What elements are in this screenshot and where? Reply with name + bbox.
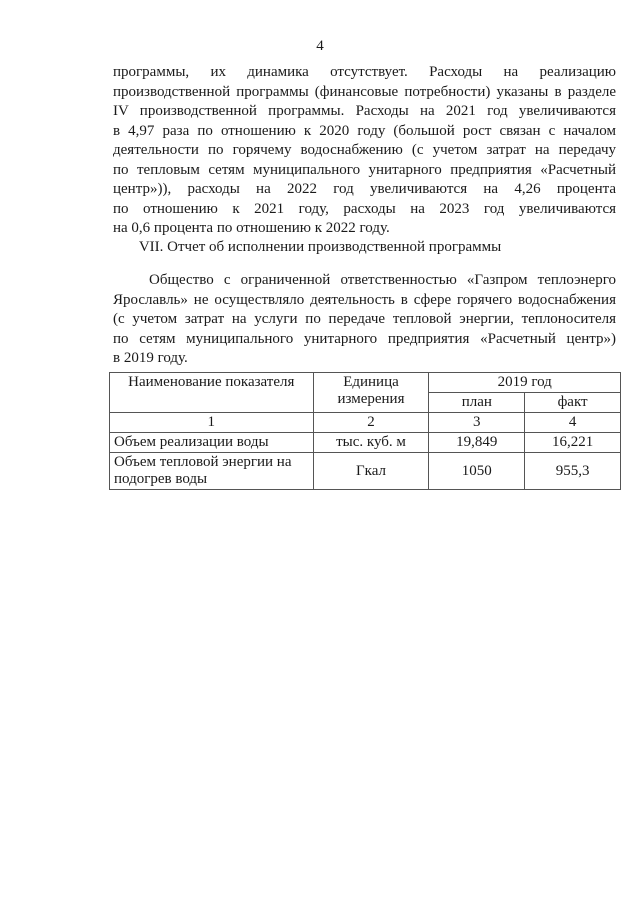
- text-line: программы, их динамика отсутствует. Расходы на реализацию: [113, 64, 616, 80]
- text-line: (с учетом затрат на услуги по передаче тепловой энергии, теплоносителя: [113, 311, 616, 327]
- col-number: 1: [110, 413, 314, 433]
- header-indicator: Наименование показателя: [110, 373, 314, 413]
- header-year: 2019 год: [429, 373, 621, 393]
- table-row: [110, 433, 621, 453]
- header-unit: Единица измерения: [313, 373, 429, 413]
- report-table: [109, 372, 621, 490]
- table-row: [110, 453, 621, 490]
- header-plan: план: [429, 393, 525, 413]
- text-line: производственной программы (финансовые потребности) указаны в разделе: [113, 83, 616, 100]
- col-number: 2: [313, 413, 429, 433]
- page-number: 4: [316, 38, 324, 54]
- paragraph-expenses: [113, 63, 616, 239]
- text-line: на 0,6 процента по отношению к 2022 году.: [113, 220, 390, 236]
- col-number: 3: [429, 413, 525, 433]
- section-heading: VII. Отчет об исполнении производственной программы: [138, 239, 502, 255]
- text-line: IV производственной программы. Расходы на 2021 год увеличиваются: [113, 103, 616, 119]
- table-header-row: [110, 373, 621, 393]
- text-line: по отношению к 2021 году, расходы на 2023 год увеличиваются: [113, 200, 616, 217]
- text-line: Общество с ограниченной ответственностью «Газпром теплоэнерго: [149, 272, 616, 288]
- text-line: деятельности по горячему водоснабжению (с учетом затрат на передачу: [113, 142, 616, 158]
- text-line: в 4,97 раза по отношению к 2020 году (большой рост связан с началом: [113, 122, 616, 139]
- row-indicator: Объем реализации воды: [110, 433, 314, 453]
- text-line: по тепловым сетям муниципального унитарного предприятия «Расчетный: [113, 161, 616, 178]
- row-fact: 955,3: [525, 453, 621, 490]
- text-line: Ярославль» не осуществляло деятельность в сфере горячего водоснабжения: [113, 291, 616, 308]
- row-unit: тыс. куб. м: [313, 433, 429, 453]
- row-unit: Гкал: [313, 453, 429, 490]
- paragraph-report: [113, 271, 616, 369]
- row-plan: 19,849: [429, 433, 525, 453]
- text-line: центр»)), расходы на 2022 год увеличиваются на 4,26 процента: [113, 181, 616, 197]
- row-plan: 1050: [429, 453, 525, 490]
- row-indicator: Объем тепловой энергии на подогрев воды: [110, 453, 314, 490]
- col-number: 4: [525, 413, 621, 433]
- table-column-numbers-row: [110, 413, 621, 433]
- text-line: в 2019 году.: [113, 350, 188, 366]
- header-fact: факт: [525, 393, 621, 413]
- text-line: по сетям муниципального унитарного предприятия «Расчетный центр»): [113, 330, 616, 347]
- row-fact: 16,221: [525, 433, 621, 453]
